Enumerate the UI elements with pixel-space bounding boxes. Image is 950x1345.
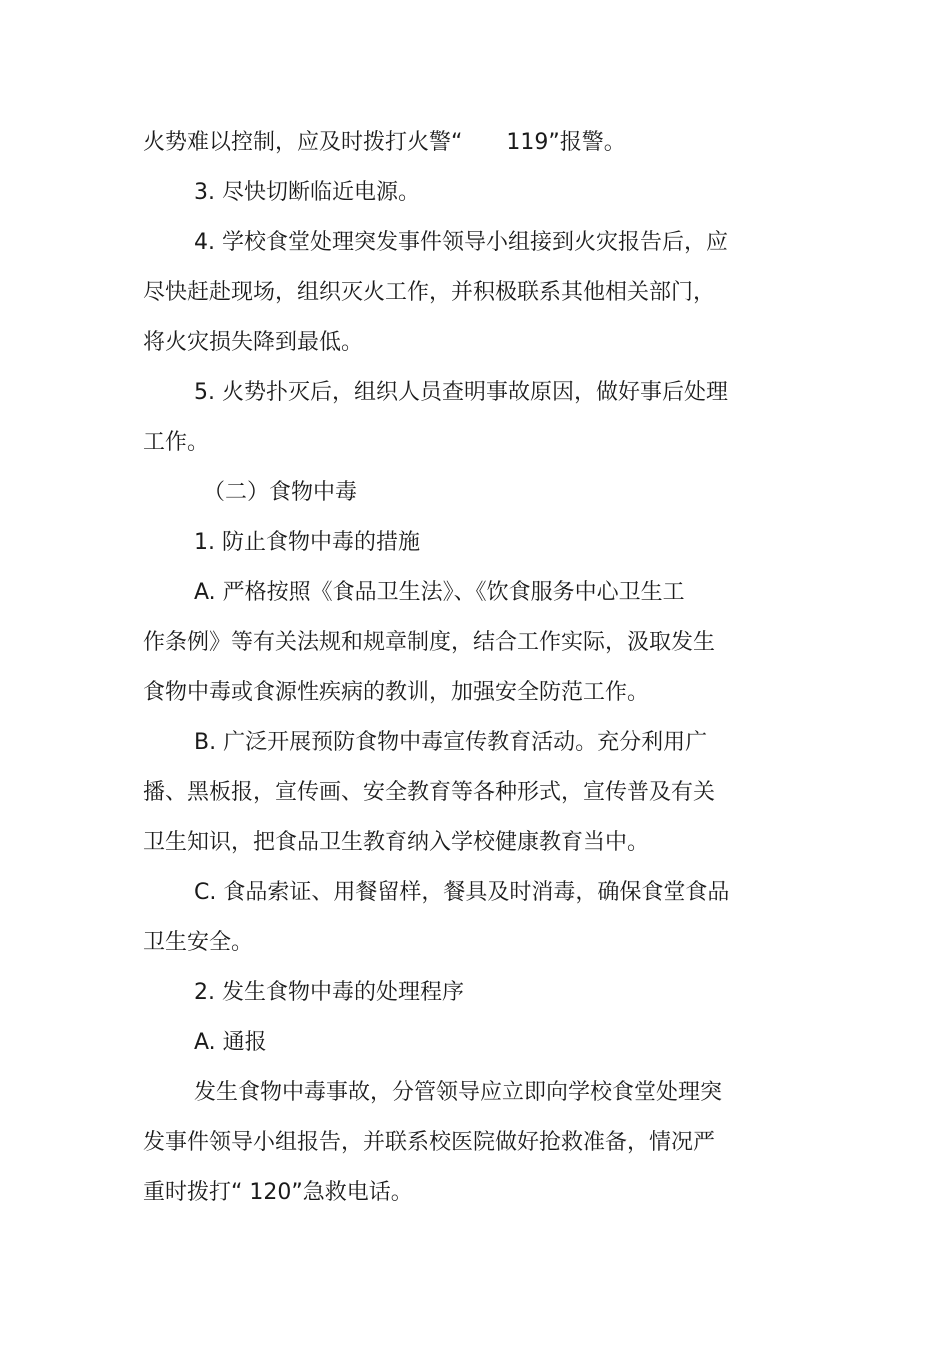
paragraph-line: 作条例》等有关法规和规章制度，结合工作实际，汲取发生 [143, 630, 716, 655]
document-body [143, 118, 763, 1218]
paragraph-line: 卫生安全。 [143, 930, 254, 955]
paragraph-line: C. 食品索证、用餐留样，餐具及时消毒，确保食堂食品 [194, 880, 730, 905]
paragraph-line: 5. 火势扑灭后，组织人员查明事故原因，做好事后处理 [194, 380, 728, 405]
paragraph-line: 4. 学校食堂处理突发事件领导小组接到火灾报告后，应 [194, 230, 728, 255]
subsection-heading: 2. 发生食物中毒的处理程序 [194, 980, 464, 1005]
paragraph-line: 播、黑板报，宣传画、安全教育等各种形式，宣传普及有关 [143, 780, 716, 805]
paragraph-line: 重时拨打“ 120”急救电话。 [143, 1180, 413, 1205]
paragraph-line: 尽快赶赴现场，组织灭火工作，并积极联系其他相关部门， [143, 280, 716, 305]
paragraph-line: 工作。 [143, 430, 210, 455]
paragraph-line: 将火灾损失降到最低。 [143, 330, 364, 355]
paragraph-line: 发事件领导小组报告，并联系校医院做好抢救准备，情况严 [143, 1130, 716, 1155]
paragraph-line: B. 广泛开展预防食物中毒宣传教育活动。充分利用广 [194, 730, 708, 755]
paragraph-line: 卫生知识，把食品卫生教育纳入学校健康教育当中。 [143, 830, 650, 855]
paragraph-line: 火势难以控制，应及时拨打火警“ 119”报警。 [143, 130, 626, 155]
paragraph-line: 食物中毒或食源性疾病的教训，加强安全防范工作。 [143, 680, 650, 705]
paragraph-line: A. 严格按照《食品卫生法》、《饮食服务中心卫生工 [194, 580, 685, 605]
section-heading: （二）食物中毒 [203, 480, 358, 505]
item-heading: A. 通报 [194, 1030, 267, 1055]
subsection-heading: 1. 防止食物中毒的措施 [194, 530, 420, 555]
paragraph-line: 3. 尽快切断临近电源。 [194, 180, 420, 205]
paragraph-line: 发生食物中毒事故，分管领导应立即向学校食堂处理突 [194, 1080, 723, 1105]
